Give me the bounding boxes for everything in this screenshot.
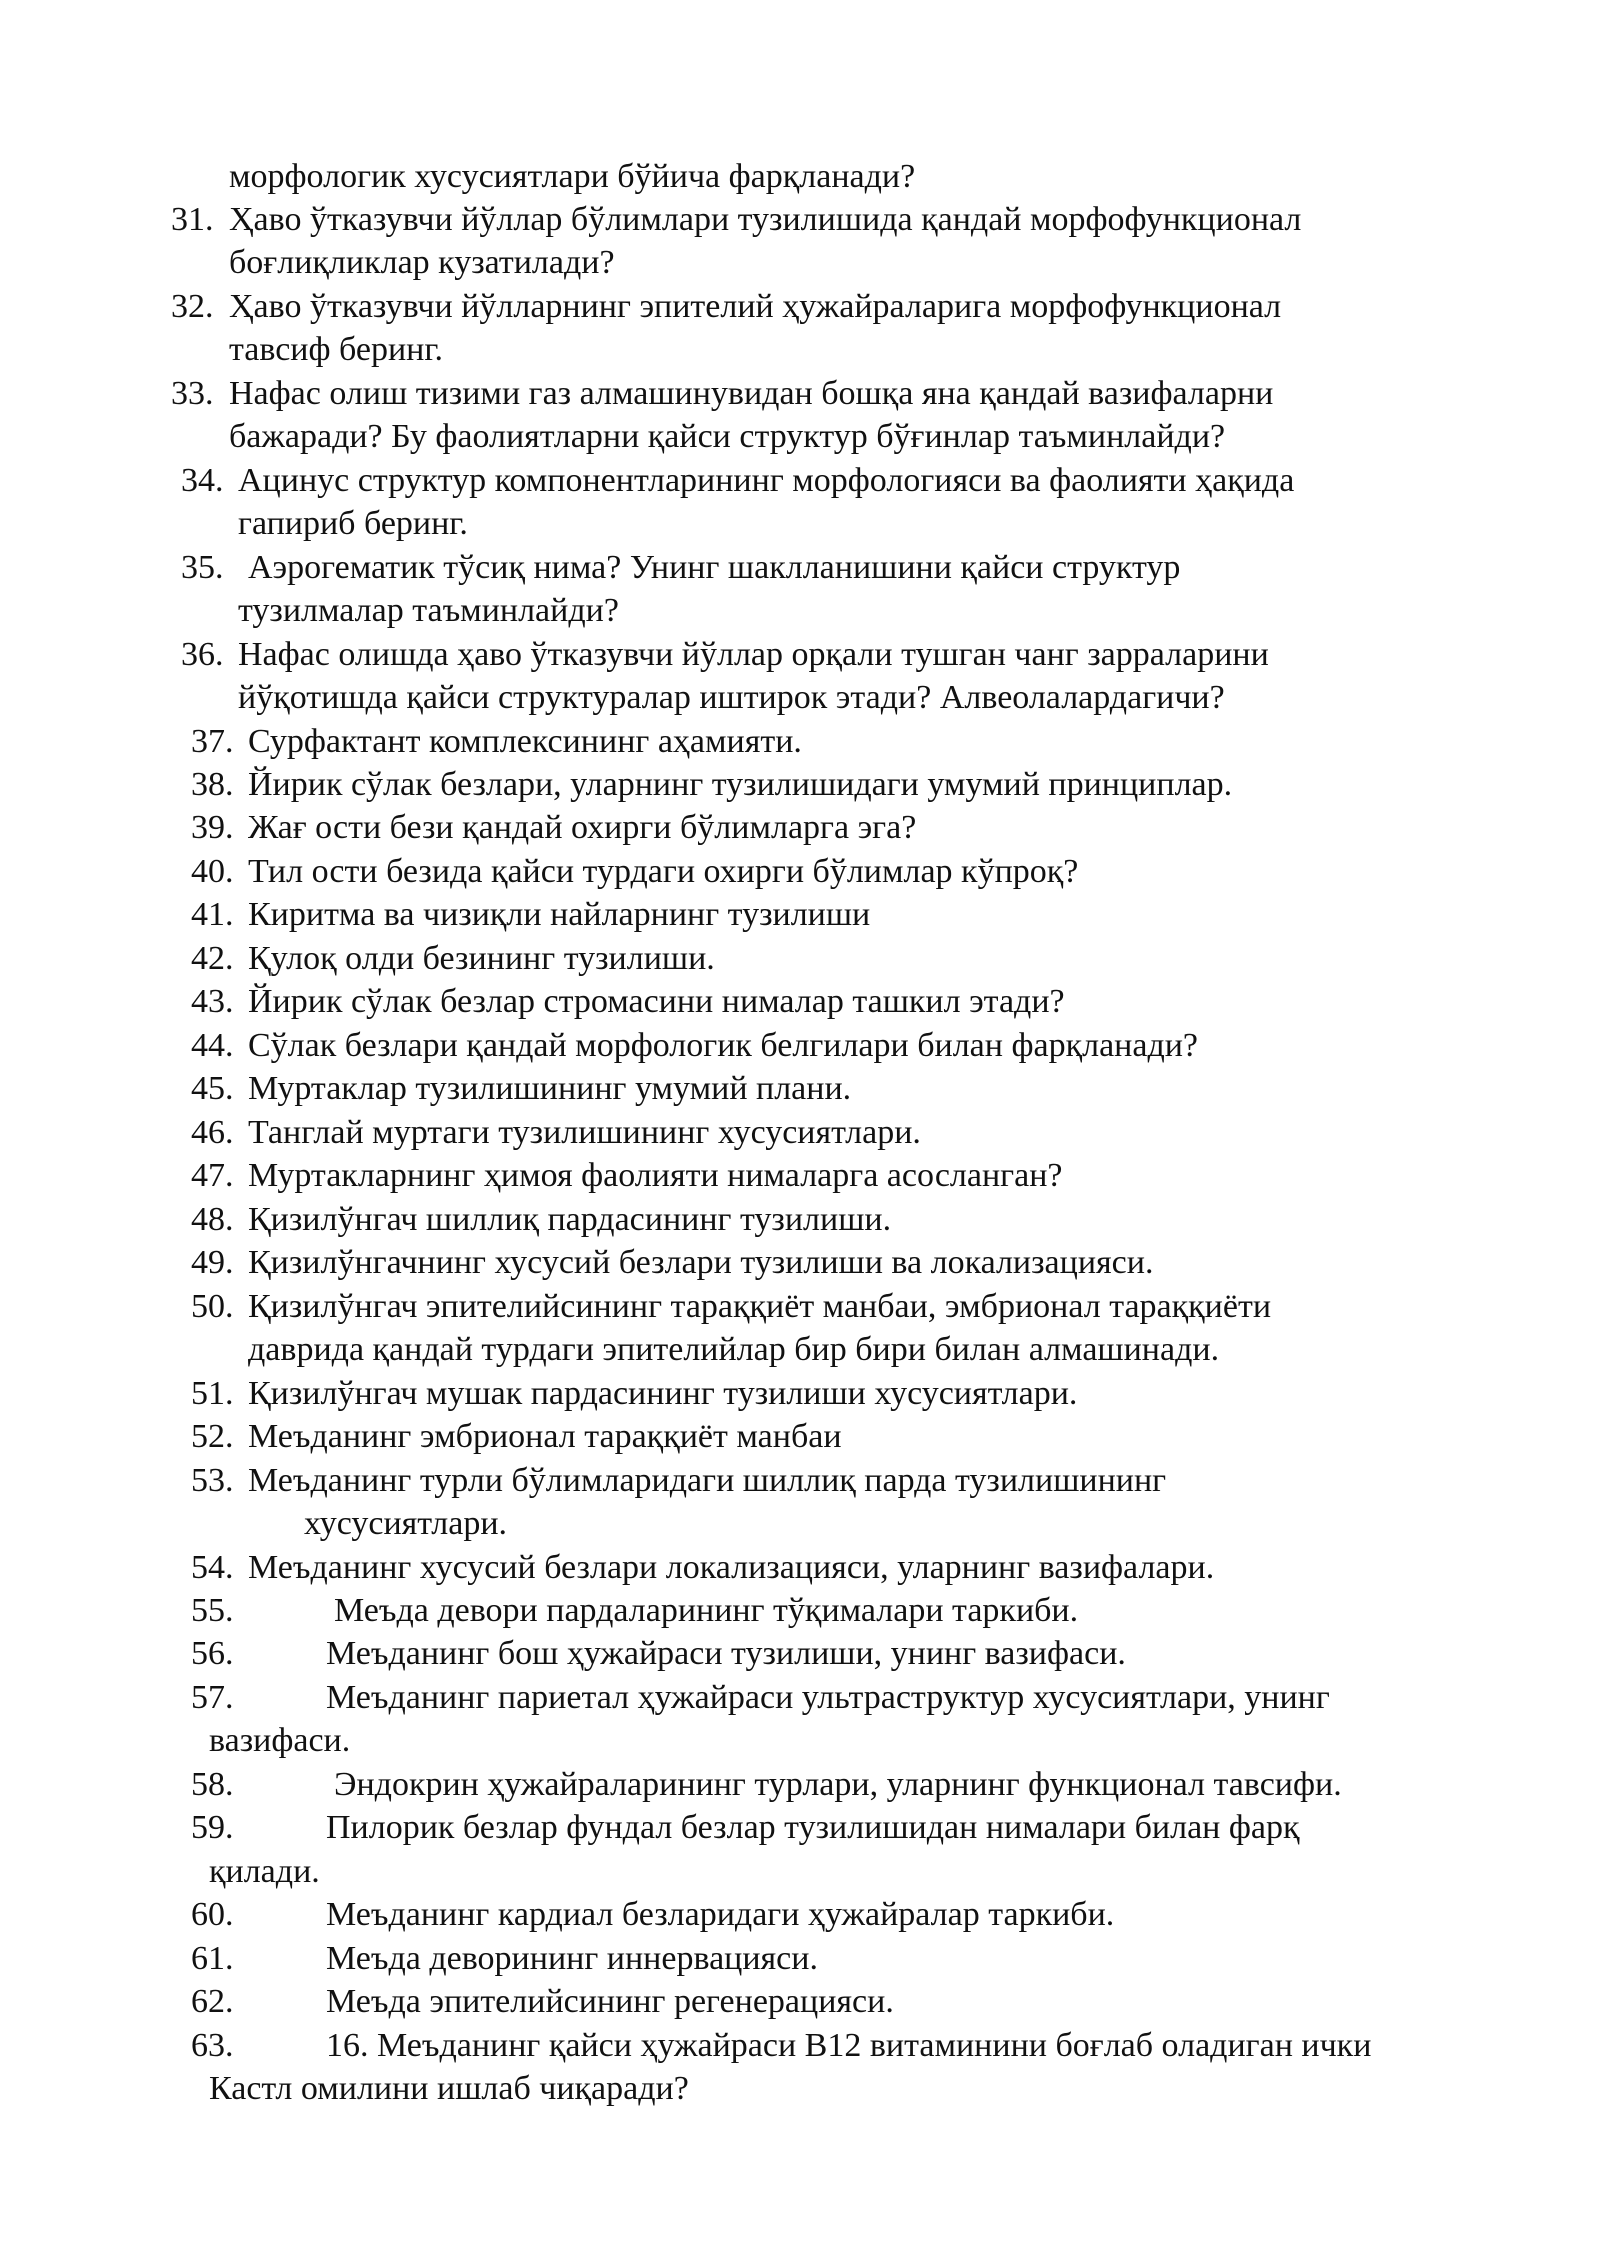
item-number: 61.: [191, 1940, 234, 1977]
item-text: Меъданинг хусусий безлари локализацияси, уларнинг вазифалари.: [248, 1549, 1215, 1586]
item-number: 34.: [181, 462, 224, 499]
item-number: 38.: [191, 766, 234, 803]
item-text: Нафас олиш тизими газ алмашинувидан бошқа яна қандай вазифаларни: [229, 375, 1274, 412]
item-text: Нафас олишда ҳаво ўтказувчи йўллар орқали тушган чанг зарраларини: [238, 636, 1269, 673]
item-text: Йирик сўлак безлар стромасини нималар ташкил этади?: [248, 983, 1065, 1020]
item-text: Аэрогематик тўсиқ нима? Унинг шаклланишини қайси структур: [248, 549, 1181, 586]
item-text: Меъда девори пардаларининг тўқималари таркиби.: [334, 1592, 1079, 1629]
item-text: боғлиқликлар кузатилади?: [229, 244, 615, 281]
item-number: 41.: [191, 896, 234, 933]
item-number: 35.: [181, 549, 224, 586]
item-number: 53.: [191, 1462, 234, 1499]
item-number: 43.: [191, 983, 234, 1020]
item-number: 31.: [171, 201, 214, 238]
item-number: 51.: [191, 1375, 234, 1412]
item-text: йўқотишда қайси структуралар иштирок этади? Алвеолалардагичи?: [238, 679, 1225, 716]
item-number: 37.: [191, 723, 234, 760]
item-text: Меъданинг эмбрионал тараққиёт манбаи: [248, 1418, 842, 1455]
item-number: 62.: [191, 1983, 234, 2020]
item-number: 40.: [191, 853, 234, 890]
item-text: Ацинус структур компонентларининг морфологияси ва фаолияти ҳақида: [238, 462, 1295, 499]
item-number: 39.: [191, 809, 234, 846]
item-text: 16. Меъданинг қайси ҳужайраси В12 витаминини боғлаб оладиган ички: [326, 2027, 1372, 2064]
item-number: 50.: [191, 1288, 234, 1325]
item-text: Меъданинг париетал ҳужайраси ультраструктур хусусиятлари, унинг: [326, 1679, 1330, 1716]
item-number: 36.: [181, 636, 224, 673]
item-number: 47.: [191, 1157, 234, 1194]
item-text: Эндокрин ҳужайраларининг турлари, уларнинг функционал тавсифи.: [334, 1766, 1342, 1803]
item-text: Меъданинг бош ҳужайраси тузилиши, унинг вазифаси.: [326, 1635, 1126, 1672]
item-text: Қизилўнгач шиллиқ пардасининг тузилиши.: [248, 1201, 892, 1238]
item-text: Меъда эпителийсининг регенерацияси.: [326, 1983, 894, 2020]
item-text: бажаради? Бу фаолиятларни қайси структур бўғинлар таъминлайди?: [229, 418, 1226, 455]
item-number: 46.: [191, 1114, 234, 1151]
item-text: Меъданинг турли бўлимларидаги шиллиқ парда тузилишининг: [248, 1462, 1167, 1499]
item-text: Меъданинг кардиал безларидаги ҳужайралар таркиби.: [326, 1896, 1115, 1933]
item-text: даврида қандай турдаги эпителийлар бир бири билан алмашинади.: [248, 1331, 1220, 1368]
item-text: Тил ости безида қайси турдаги охирги бўлимлар кўпроқ?: [248, 853, 1079, 890]
item-text: Танглай муртаги тузилишининг хусусиятлари.: [248, 1114, 921, 1151]
item-number: 54.: [191, 1549, 234, 1586]
item-text: Қизилўнгач эпителийсининг тараққиёт манбаи, эмбрионал тараққиёти: [248, 1288, 1272, 1325]
item-text: Пилорик безлар фундал безлар тузилишидан нималари билан фарқ: [326, 1809, 1300, 1846]
item-number: 33.: [171, 375, 214, 412]
item-text: Қизилўнгач мушак пардасининг тузилиши хусусиятлари.: [248, 1375, 1078, 1412]
item-text: тузилмалар таъминлайди?: [238, 592, 619, 629]
item-number: 52.: [191, 1418, 234, 1455]
item-text: Жағ ости бези қандай охирги бўлимларга эга?: [248, 809, 917, 846]
item-number: 48.: [191, 1201, 234, 1238]
item-number: 32.: [171, 288, 214, 325]
item-text: қилади.: [209, 1853, 320, 1890]
item-number: 56.: [191, 1635, 234, 1672]
item-text: Муртакларнинг ҳимоя фаолияти нималарга асосланган?: [248, 1157, 1063, 1194]
item-text: Қизилўнгачнинг хусусий безлари тузилиши ва локализацияси.: [248, 1244, 1154, 1281]
item-text: тавсиф беринг.: [229, 331, 443, 368]
item-text: Меъда деворининг иннервацияси.: [326, 1940, 818, 1977]
continuation-line: морфологик хусусиятлари бўйича фарқланади?: [229, 158, 916, 195]
item-number: 45.: [191, 1070, 234, 1107]
item-number: 55.: [191, 1592, 234, 1629]
item-number: 60.: [191, 1896, 234, 1933]
item-number: 57.: [191, 1679, 234, 1716]
item-text: Ҳаво ўтказувчи йўллар бўлимлари тузилишида қандай морфофункционал: [229, 201, 1302, 238]
item-number: 42.: [191, 940, 234, 977]
item-number: 49.: [191, 1244, 234, 1281]
item-text: Кастл омилини ишлаб чиқаради?: [209, 2070, 689, 2107]
item-number: 58.: [191, 1766, 234, 1803]
item-text: вазифаси.: [209, 1722, 351, 1759]
item-text: Ҳаво ўтказувчи йўлларнинг эпителий ҳужайраларига морфофункционал: [229, 288, 1282, 325]
item-number: 44.: [191, 1027, 234, 1064]
item-number: 63.: [191, 2027, 234, 2064]
item-text: хусусиятлари.: [304, 1505, 508, 1542]
item-text: Йирик сўлак безлари, уларнинг тузилишидаги умумий принциплар.: [248, 766, 1233, 803]
item-text: Сурфактант комплексининг аҳамияти.: [248, 723, 802, 760]
item-text: Муртаклар тузилишининг умумий плани.: [248, 1070, 852, 1107]
item-text: Сўлак безлари қандай морфологик белгилари билан фарқланади?: [248, 1027, 1199, 1064]
item-text: гапириб беринг.: [238, 505, 468, 542]
item-number: 59.: [191, 1809, 234, 1846]
item-text: Қулоқ олди безининг тузилиши.: [248, 940, 715, 977]
item-text: Киритма ва чизиқли найларнинг тузилиши: [248, 896, 871, 933]
